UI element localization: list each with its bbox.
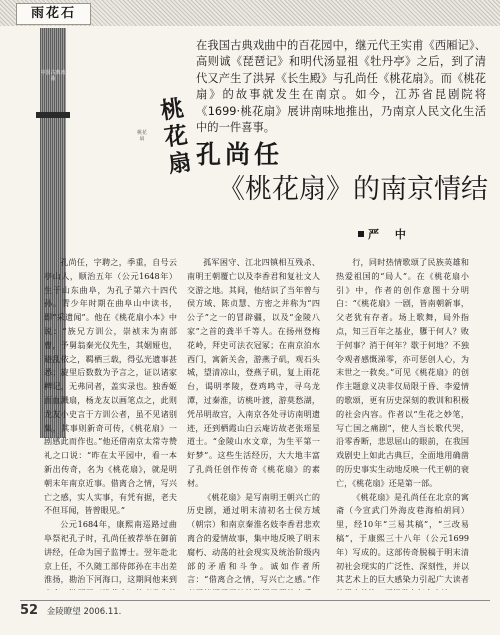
strip-marker [36, 112, 70, 118]
paragraph: 孔尚任，字聘之，季重，自号云亭山人，顺治五年（公元1648年）生于山东曲阜，为孔子第六十四代孙。青少年时期在曲阜山中读书，即“采遗闻”。他在《桃花扇小本》中说：“族兄方训公，崇祯末为南部曹，予舅翁秦光仪先生，其姻娅也，避乱依之，羁栖三载，得弘光遗事甚悉；旋里后数数为予言之，证以诸家稗记，无弗同者，盖实录也。独香姬面血溅扇，杨龙友以画笔点之，此则龙友小史言于方训公者，虽不见诸别集，其事则新奇可传，《桃花扇》一剧感此而作也。”他还借南京太常寺赞礼之口说：“昨在太平园中，看一本新出传奇，名为《桃花扇》，就是明朝末年南京近事。借离合之情，写兴亡之感，实人实事，有凭有据，老夫不但耳闻，皆曾眼见。” [44, 257, 177, 516]
calligraphy-char: 桃 [158, 94, 186, 125]
calligraphy-char: 扇 [166, 148, 194, 179]
lead-paragraph: 在我国古典戏曲中的百花园中，继元代王实甫《西厢记》、高则诚《琵琶记》和明代汤显祖《牡丹亭》之后，到了清代又产生了洪昇《长生殿》与孔尚任《桃花扇》。而《桃花扇》的故事就发生在南京。如今，江苏省昆剧院将《1699·桃花扇》展讲南味地推出，乃南京人民文化生活中的一件喜事。 [196, 39, 486, 135]
paragraph: 《桃花扇》是孔尚任在北京的寓斋（今宣武门外海皮巷海柏胡同）里，经10年“三易其稿”，“三改易稿”，于康熙三十八年（公元1699年）写成的。这部传奇脱稿于明末清初社会现实的广泛性、深刻性，并以其艺术上的巨大感染力引起广大读者 [336, 491, 469, 585]
section-tag: 雨花石 [16, 3, 91, 25]
body-column-3 [336, 256, 469, 590]
body-column-2 [187, 256, 320, 590]
page-footer [20, 603, 490, 619]
journal-issue: 金陵瞭望 2006.11. [46, 607, 122, 617]
paragraph: 行，同时热情歌颂了民族英雄和热爱祖国的“局人”。在《桃花扇小引》中，作者的创作意图十分明白：“《桃花扇》一剧，皆南朝新事，父老犹有存者。场上歌舞，局外指点，知三百年之基业，隳于何人？败于何事？消于何年？歇于何地？不独令观者感慨涕零，亦可惩创人心，为末世之一救矣。”可见《桃花扇》的创作主题意义决非仅局限于昏、李爱情的歌颂，更有历史深刻的教训和积极的社会内容。作者以“生花之妙笔，写亡国之痛剧”，使人当长歌代哭，沿零香断，悲思屈山的眼前，在我国戏剧史上如此古典巨，全面地用确凿的历史事实生动地反映一代王朝的衰亡，《桃花扇》还是第一部。 [336, 257, 469, 488]
page-number: 52 [20, 603, 39, 618]
article-title-line1: 孔尚任 [196, 140, 284, 169]
header-band [0, 0, 500, 26]
author-name: 严 中 [368, 228, 412, 241]
paragraph: 公元1684年，康熙南巡路过曲阜祭祀孔子时，孔尚任被荐举在御前讲经，任命为国子监博士。翌年赴北京上任，不久随工部侍郎孙在丰出差淮扬，勘治下河海口，这期间他来到 [44, 519, 177, 585]
paragraph: 孤军困守、江北四镇相互残杀、南明王朝覆亡以及李香君和复社文人交游之地。其间，他结识了当年曾与侯方域、陈贞慧、方密之并称为“四公子”之一的冒辟疆，以及“金陵八家”之首的龚半千等人。在扬州登梅花岭，拜史可法衣冠冢；在南京泊水西门，寓新关舍，游燕子矶，观石头城，望清凉山，登燕子矶，复上雨花台，谒明孝陵，登鸡鸣寺，寻乌龙潭，过秦淮，访桃叶渡，游莫愁湖，凭吊明故宫，入南京各处寻访南明遗迹，还到栖霞山白云庵访故老张瑶星道士。“金陵山水文章，为生平第一好梦”。这些生活经历，大大地丰富了孔尚任创作传奇《桃花扇》的素材。 [187, 257, 320, 488]
byline-square-icon [358, 231, 364, 237]
paragraph: 《桃花扇》是写南明王朝兴亡的历史剧，通过明末清初名士侯方域（朝宗）和南京秦淮名妓李香君悲欢离合的爱情故事，集中地反映了明末腐朽、动荡的社会现实及统治阶级内部的矛盾和斗争。诚如作者所言：“借离合之情，写兴亡之感。”作 [187, 491, 320, 585]
author-byline [358, 226, 412, 242]
strip-caption: 中国古典戏曲 [40, 70, 66, 82]
calligraphy-caption: 桃花扇 [136, 130, 147, 142]
footer-rule [20, 600, 490, 601]
calligraphy-char: 花 [162, 121, 190, 152]
article-title-line2: 《桃花扇》的南京情结 [218, 174, 488, 205]
calligraphy-title [155, 94, 198, 179]
body-column-1 [44, 256, 177, 590]
